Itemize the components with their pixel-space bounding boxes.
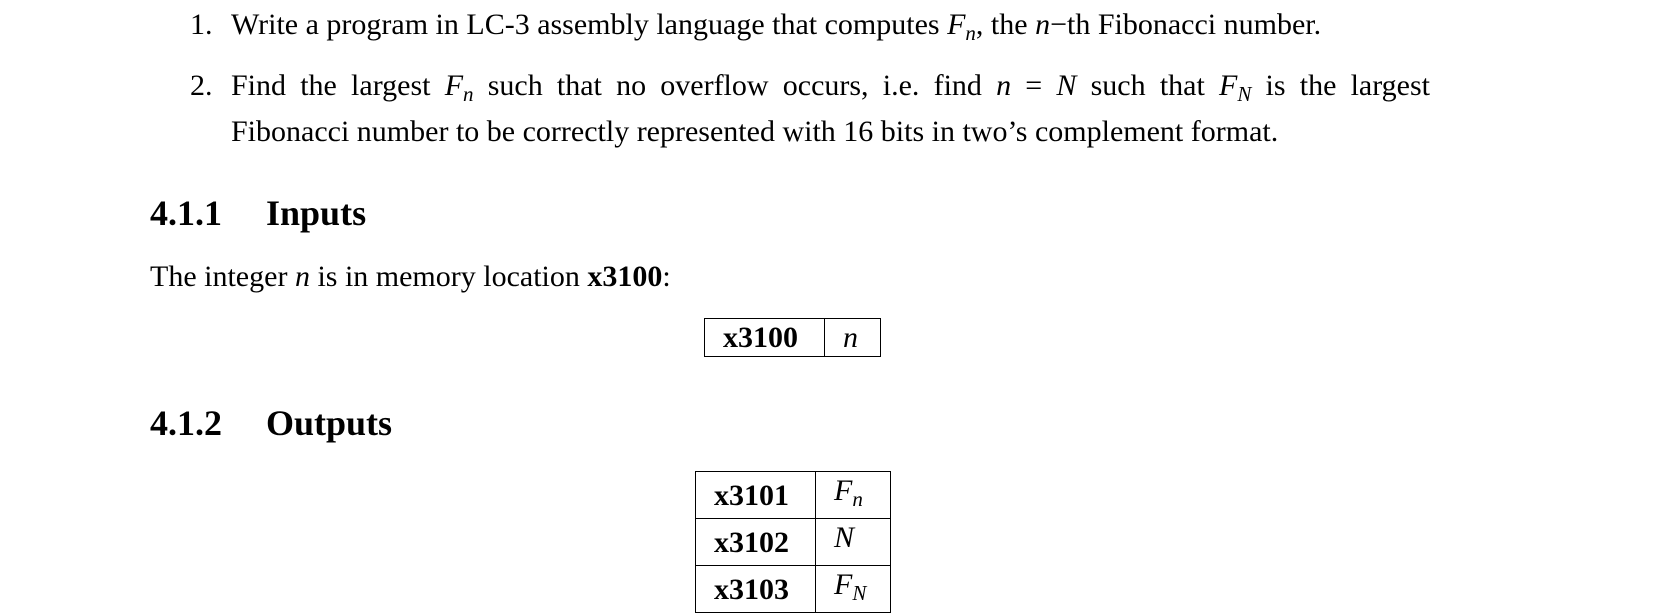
math-subscript: n xyxy=(852,487,863,511)
list-item-text xyxy=(231,6,1321,52)
outputs-memory-table xyxy=(695,471,891,613)
math-symbol: F xyxy=(1219,69,1238,102)
text-run: : xyxy=(662,260,671,293)
math-symbol: F xyxy=(834,568,853,601)
text-run: −th Fibonacci number. xyxy=(1050,8,1322,41)
text-run: is the largest xyxy=(1251,69,1431,102)
section-number: 4.1.1 xyxy=(150,193,222,233)
math-symbol: n xyxy=(294,260,310,293)
section-title: Outputs xyxy=(266,403,393,443)
section-heading-outputs xyxy=(150,402,392,444)
memory-address: x3100 xyxy=(587,260,663,293)
list-item-text xyxy=(231,67,1430,151)
math-symbol: F xyxy=(947,8,966,41)
list-item-number: 2. xyxy=(190,69,213,102)
text-line: Fibonacci number to be correctly represented with 16 bits in two’s complement format. xyxy=(231,115,1279,148)
math-subscript: n xyxy=(463,82,474,106)
text-run: such that xyxy=(1076,69,1219,102)
text-run: is in memory location xyxy=(309,260,588,293)
text-line xyxy=(231,67,1430,113)
table-row xyxy=(696,566,891,613)
math-operator: = xyxy=(1011,69,1057,102)
math-subscript: N xyxy=(852,581,867,605)
section-heading-inputs xyxy=(150,192,366,234)
list-item-number: 1. xyxy=(190,8,213,41)
math-symbol: F xyxy=(834,474,853,507)
value-cell xyxy=(816,472,891,519)
address-cell: x3102 xyxy=(696,519,816,566)
math-subscript: N xyxy=(1237,82,1252,106)
value-cell xyxy=(816,566,891,613)
table-row xyxy=(696,472,891,519)
math-subscript: n xyxy=(965,21,976,45)
table-row xyxy=(705,319,881,357)
math-symbol: N xyxy=(1056,69,1077,102)
text-run: , the xyxy=(975,8,1036,41)
address-cell: x3101 xyxy=(696,472,816,519)
section-title: Inputs xyxy=(266,193,367,233)
inputs-paragraph xyxy=(150,260,671,294)
inputs-memory-table xyxy=(704,318,881,357)
value-cell: n xyxy=(825,319,881,357)
table-row xyxy=(696,519,891,566)
math-symbol: N xyxy=(834,521,855,554)
text-run: Write a program in LC-3 assembly language that computes xyxy=(231,8,948,41)
math-symbol: n xyxy=(1035,8,1051,41)
section-number: 4.1.2 xyxy=(150,403,222,443)
text-run: The integer xyxy=(150,260,295,293)
text-run: such that no overflow occurs, i.e. find xyxy=(473,69,997,102)
math-symbol: F xyxy=(444,69,464,102)
address-cell: x3103 xyxy=(696,566,816,613)
value-cell xyxy=(816,519,891,566)
math-symbol: n xyxy=(996,69,1012,102)
text-run: Find the largest xyxy=(231,69,445,102)
address-cell: x3100 xyxy=(705,319,825,357)
